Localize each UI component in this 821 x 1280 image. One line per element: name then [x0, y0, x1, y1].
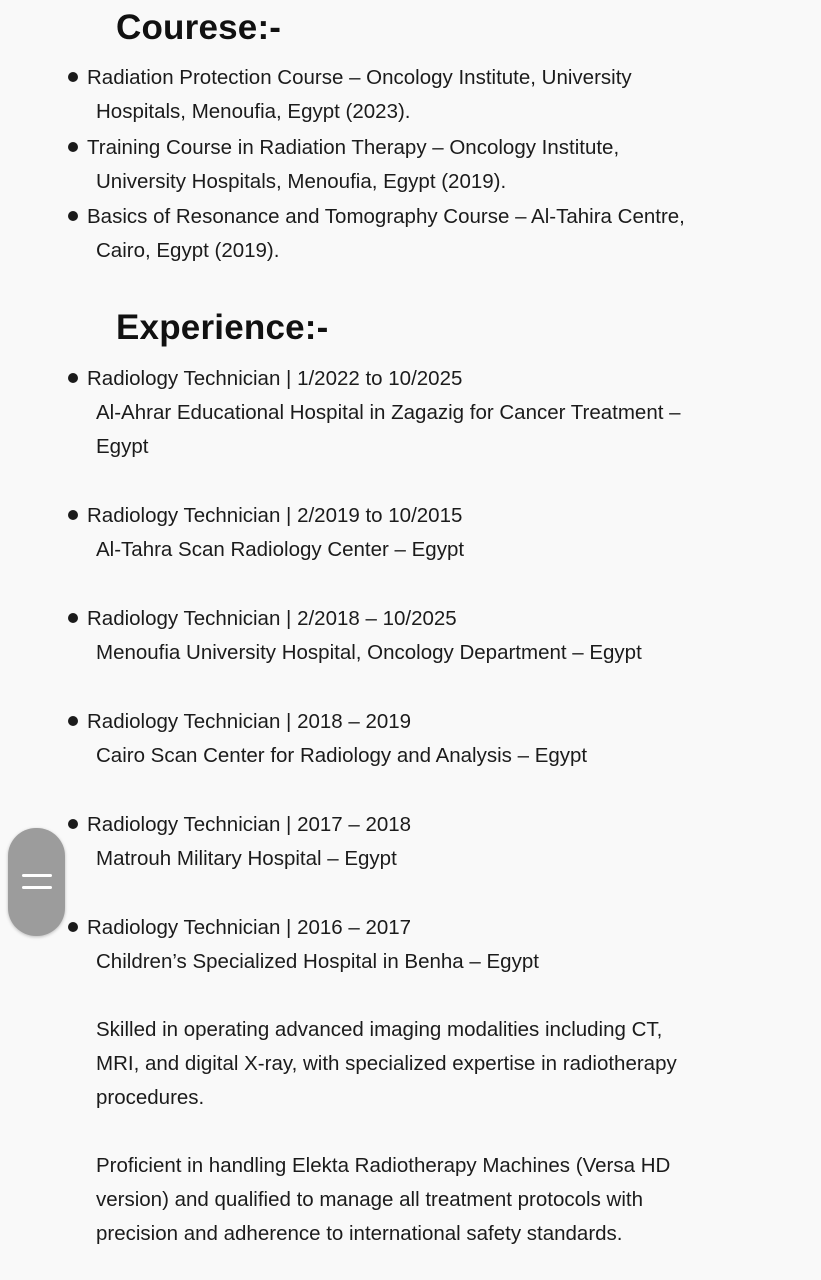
experience-item [68, 499, 462, 533]
course-line: Hospitals, Menoufia, Egypt (2023). [96, 100, 411, 123]
summary-line: MRI, and digital X-ray, with specialized expertise in radiotherapy [96, 1052, 677, 1075]
grip-bar [22, 874, 52, 877]
experience-place: Cairo Scan Center for Radiology and Analysis – Egypt [96, 744, 588, 767]
bullet-icon [68, 211, 78, 221]
summary-line: Proficient in handling Elekta Radiotherapy Machines (Versa HD [96, 1154, 671, 1177]
summary-line: procedures. [96, 1086, 205, 1109]
experience-item [68, 602, 457, 636]
bullet-icon [68, 142, 78, 152]
grip-bar [22, 886, 52, 889]
experience-title: Radiology Technician | 2/2019 to 10/2015 [87, 504, 463, 527]
experience-place: Al-Tahra Scan Radiology Center – Egypt [96, 538, 465, 561]
experience-place: Egypt [96, 435, 149, 458]
bullet-icon [68, 716, 78, 726]
experience-title: Radiology Technician | 2018 – 2019 [87, 710, 412, 733]
experience-title: Radiology Technician | 2017 – 2018 [87, 813, 412, 836]
course-line: Training Course in Radiation Therapy – Oncology Institute, [87, 136, 620, 159]
bullet-icon [68, 922, 78, 932]
experience-title: Radiology Technician | 1/2022 to 10/2025 [87, 367, 463, 390]
experience-place: Matrouh Military Hospital – Egypt [96, 847, 397, 870]
experience-place: Menoufia University Hospital, Oncology Department – Egypt [96, 641, 642, 664]
course-line: Basics of Resonance and Tomography Course – Al-Tahira Centre, [87, 205, 685, 228]
bullet-icon [68, 613, 78, 623]
bullet-icon [68, 373, 78, 383]
summary-line: version) and qualified to manage all treatment protocols with [96, 1188, 643, 1211]
experience-title: Radiology Technician | 2/2018 – 10/2025 [87, 607, 457, 630]
course-line: Radiation Protection Course – Oncology Institute, University [87, 66, 632, 89]
course-item [68, 61, 632, 95]
course-line: Cairo, Egypt (2019). [96, 239, 280, 262]
course-line: University Hospitals, Menoufia, Egypt (2019). [96, 170, 507, 193]
experience-place: Children’s Specialized Hospital in Benha – Egypt [96, 950, 539, 973]
summary-line: Skilled in operating advanced imaging modalities including CT, [96, 1018, 663, 1041]
bullet-icon [68, 819, 78, 829]
scroll-handle[interactable] [8, 828, 65, 936]
experience-title: Radiology Technician | 2016 – 2017 [87, 916, 412, 939]
bullet-icon [68, 72, 78, 82]
bullet-icon [68, 510, 78, 520]
experience-item [68, 362, 462, 396]
experience-item [68, 808, 411, 842]
experience-item [68, 911, 411, 945]
course-item [68, 200, 685, 234]
experience-heading: Experience:- [116, 308, 329, 347]
summary-line: precision and adherence to international safety standards. [96, 1222, 623, 1245]
experience-item [68, 705, 411, 739]
course-item [68, 131, 619, 165]
courses-heading: Courese:- [116, 8, 282, 47]
experience-place: Al-Ahrar Educational Hospital in Zagazig for Cancer Treatment – [96, 401, 681, 424]
